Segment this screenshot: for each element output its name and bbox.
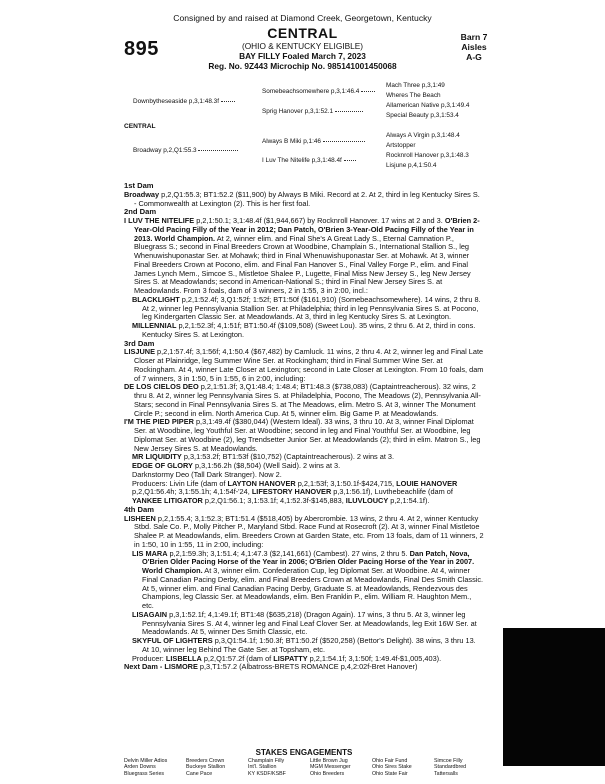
stakes-column — [186, 758, 248, 777]
third-dam-heading: 3rd Dam — [124, 338, 155, 348]
stakes-item: MGM Messenger — [310, 764, 351, 771]
producer-text: p,2,1:54.1f). — [388, 496, 430, 505]
stakes-item: Ohio Breeders — [310, 770, 345, 777]
eligibility: (OHIO & KENTUCKY ELIGIBLE) — [241, 41, 364, 51]
stakes-item: Cane Pace — [186, 770, 213, 777]
produce-name: MILLENNIAL — [132, 321, 177, 330]
pedigree-connector — [335, 111, 363, 112]
produce-text: p,3,1:56.2h ($8,504) (Well Said). 2 wins at 3. — [192, 461, 341, 470]
pedigree-connector — [361, 91, 375, 92]
pedigree-dam — [133, 147, 238, 154]
horse-name: CENTRAL — [267, 25, 338, 41]
fourth-dam-paragraph — [124, 515, 484, 550]
page-edge-tab — [503, 628, 605, 766]
produce-text: p,3,1:52.1f; 4,1:49.1f; BT1:48 ($635,218) (Dragon Again). 17 wins, 3 thru 5. At 3, winner leg Pennsylvania Sires S. At 4, winner leg and Final Leaf Clover Ser. at Meadowlands, leg Exit 16W Ser. at Meadowlands. At 5, winner Des Smith Classic, etc. — [142, 609, 477, 637]
pedigree-sire-sire — [262, 88, 375, 95]
stakes-title: STAKES ENGAGEMENTS — [255, 748, 353, 757]
produce-award: Dan Patch, Nova, O'Brien Older Pacing Horse of the Year in 2006; O'Brien Older Pacing Horse of the Year in 2007. World Champion. — [142, 548, 475, 575]
first-dam-paragraph — [124, 191, 484, 209]
stakes-column — [124, 758, 186, 777]
next-dam — [124, 663, 484, 672]
third-dam-produce — [124, 383, 484, 418]
stakes-item: Simcoe Filly — [434, 758, 463, 764]
produce-text: p,2,1:52.3f; 4,1:51f; BT1:50.4f ($109,508) (Sweet Lou). 35 wins, 2 thru 6. At 2, third in cons. Kentucky Sires S. at Lexington. — [142, 321, 476, 339]
pedigree-connector — [323, 141, 365, 142]
produce-text: p,3,1:49.4f ($380,044) (Western Ideal). 33 wins, 3 thru 10. At 3, winner Final Diplomat Ser. at Woodbine, leg Youthful Ser. at Woodbine; second in leg and Final Youthful Ser. at Woodbine, leg Diplomat Ser. at Woodbine (2), leg Trendsetter Junior Ser. at Meadowlands (2); third in elim. Matron S., leg New Jersey Sires S. at Meadowlands. — [134, 417, 481, 453]
produce-text: p,2,1:51.3f; 3,Q1:48.4; 1:48.4; BT1:48.3 ($738,083) (Captaintreacherous). 32 wins, 2 thru 8. At 2, winner leg Pennsylvania Sires S. at Philadelphia, Pocono, The Meadows (2), Pennsylvania All-Stars; second in Final Pennsylvania Sires S. at The Meadows, elim. Metro S. At 3, winner The Monument Circle P.; second in elim. North America Cup. At 5, winner elim. Big Game P. at Meadowlands. — [134, 382, 481, 418]
produce-name: BLACKLIGHT — [132, 294, 180, 304]
pedigree-sd-sire: Allamerican Native p,3,1:49.4 — [386, 102, 470, 109]
producer-text: p,2,Q1:57.2f (dam of — [201, 653, 274, 663]
third-dam-producers — [124, 480, 484, 506]
producer-offspring: LAYTON HANOVER — [227, 478, 296, 488]
second-dam-produce — [124, 296, 484, 322]
produce-name: I'M THE PIED PIPER — [124, 417, 194, 427]
second-dam-text-a: p,2,1:50.1; 3,1:48.4f ($1,944,667) by Rocknroll Hanover. 17 wins at 2 and 3. — [194, 216, 445, 225]
produce-text: p,3,Q1:54.1f; 1:50.3f; BT1:50.2f ($520,258) (Bettor's Delight). 38 wins, 3 thru 13. At 10, winner leg Behind The Gate Ser. at Topsham, etc. — [142, 636, 476, 654]
pedigree-sire — [133, 98, 235, 105]
pedigree-sd-dam: Special Beauty p,3,1:53.4 — [386, 112, 459, 119]
second-dam-name: I LUV THE NITELIFE — [124, 216, 195, 225]
fourth-dam-name: LISHEEN — [124, 513, 156, 523]
pedigree-sire-dam-text: Sprig Hanover p,3,1:52.1 — [262, 108, 334, 115]
stakes-item: Ohio Fair Fund — [372, 758, 408, 764]
first-dam-name: Broadway — [124, 189, 160, 199]
stakes-item: Arden Downs — [124, 764, 156, 771]
second-dam-award: O'Brien 2-Year-Old Pacing Filly of the Year in 2012; Dan Patch, O'Brien 3-Year-Old Pacing Filly of the Year in 2013. World Champion. — [134, 216, 480, 243]
registration-line: Reg. No. 9Z443 Microchip No. 985141001450068 — [208, 61, 397, 71]
first-dam-heading: 1st Dam — [124, 181, 154, 190]
stakes-item: Champlain Filly — [248, 758, 285, 764]
producer-offspring: LIFESTORY HANOVER — [251, 487, 332, 497]
produce-name: MR LIQUIDITY — [132, 452, 182, 462]
producer-name: LISBELLA — [165, 653, 202, 663]
stakes-item: Standardbred — [434, 764, 467, 771]
produce-name: DE LOS CIELOS DEO — [124, 382, 199, 392]
pedigree-dam-sire-text: Always B Miki p,1:46 — [262, 138, 321, 145]
stakes-item: Delvin Miller Adios — [124, 758, 168, 764]
pedigree-ds-sire: Always A Virgin p,3,1:48.4 — [386, 132, 460, 139]
second-dam-paragraph — [124, 217, 484, 296]
producer-offspring: ILUVLOUCY — [345, 496, 389, 505]
stakes-column — [310, 758, 372, 777]
fourth-dam-heading: 4th Dam — [124, 504, 154, 514]
third-dam-name: LISJUNE — [124, 347, 156, 357]
stakes-item: Little Brown Jug — [310, 758, 348, 764]
stakes-item: Breeders Crown — [186, 758, 225, 764]
producer-text: p,2,1:53f; 3,1:50.1f-$424,715, — [295, 478, 397, 488]
pedigree-connector — [344, 160, 356, 161]
pedigree-ss-dam: Wheres The Beach — [386, 92, 441, 99]
producer-text: p,3,1:56.1f), Luvthebeachlife (dam of — [331, 487, 453, 497]
stakes-column — [434, 758, 496, 777]
third-dam-text: p,2,1:57.4f; 3,1:56f; 4,1:50.4 ($67,482) by Camluck. 11 wins, 2 thru 4. At 2, winner leg and Final Late Closer at Plainridge, leg Summer Wine Ser. at Rockingham; third in Final Summer Wine Ser. at Rockingham. At 4, winner Late Closer at Lexington; second in Late Closer at Lexington. From 10 foals, dam of 7 winners, 3 in 1:50, 5 in 1:55, 6 in 2:00, including: — [134, 347, 484, 383]
produce-name: EDGE OF GLORY — [132, 461, 193, 470]
fourth-dam-text: p,2,1:55.4; 3,1:52.3; BT1:51.4 ($518,405) by Abercrombie. 13 wins, 2 thru 4. At 2, winner Kentucky Stbd. Sale Co. P., Molly Pitcher P., Maryland Stbd. Race Fund at Rosecroft (2). At 3, winner Final Mistletoe Shalee P. at Meadowlands, elim. Breeders Crown at Garden State, etc. From 13 foals, dam of 11 winners, 2 in 1:50, 10 in 1:55, 11 in 2:00, including: — [134, 513, 484, 549]
producer-text: p,2,Q1:56.1; 3,1:53.1f; 4,1:52.3f-$145,883, — [202, 496, 346, 505]
stakes-item: Buckeye Stallion — [186, 764, 226, 771]
producer-text: p,2,Q1:56.4h; 3,1:55.1h; 4,1:54f-'24, — [132, 487, 252, 497]
stakes-item: Int'l. Stallion — [248, 764, 277, 771]
stakes-item: Tattersalls — [434, 770, 458, 777]
produce-name: LISAGAIN — [132, 609, 168, 619]
third-dam-produce — [124, 418, 484, 453]
header-center — [150, 26, 455, 71]
pedigree-sire-dam — [262, 108, 363, 115]
next-dam-text: p,3,T1:57.2 (Albatross-BRETS ROMANCE p,4,2:02f-Bret Hanover) — [197, 662, 418, 672]
second-dam-heading: 2nd Dam — [124, 207, 157, 217]
first-dam-text: p,2,Q1:55.3; BT1:52.2 ($11,900) by Always B Miki. Record at 2. At 2, third in leg Kentucky Sires S. - Commonwealth at Lexington (2). This is her first foal. — [134, 189, 480, 208]
stakes-item: KY KSDF/KSBF — [248, 770, 286, 777]
fourth-dam-produce — [124, 611, 484, 637]
second-dam-produce — [124, 322, 484, 340]
producer-text: p,2,1:54.1f; 3,1:50f; 1:49.4f-$1,005,403). — [307, 653, 442, 663]
produce-text: p,3,1:53.2f; BT1:53f ($10,752) (Captaintreacherous). 2 wins at 3. — [181, 452, 395, 462]
pedigree-ss-sire: Mach Three p,3,1:49 — [386, 82, 445, 89]
pedigree-dam-dam — [262, 157, 356, 164]
pedigree-ds-dam: Artstopper — [386, 142, 416, 149]
producer-offspring: LOUIE HANOVER — [396, 478, 458, 488]
stakes-item: Ohio Sires Stake — [372, 764, 412, 771]
produce-text: At 3, winner elim. Confederation Cup, leg Diplomat Ser. at Woodbine. At 4, winner Final Canadian Pacing Derby, elim. and Final Breeders Crown at Meadowlands, Final Des Smith Classic. At 5, winner elim. and Final Canadian Pacing Derby, Graduate S. at Meadowlands, Rendezvous des Champions, leg Classic Ser. at Meadowlands, elim. Ben Franklin P., elim. William R. Haughton Mem., etc. — [142, 566, 484, 610]
pedigree-subject: CENTRAL — [124, 123, 156, 130]
aisles-label: Aisles — [461, 42, 487, 52]
pedigree-connector — [221, 101, 235, 102]
pedigree-dd-dam: Lisjune p,4,1:50.4 — [386, 162, 437, 169]
producers-label: Producers: Livin Life (dam of — [132, 478, 228, 488]
pedigree-dam-dam-text: I Luv The Nitelife p,3,1:48.4f — [262, 157, 342, 164]
catalog-body — [124, 182, 484, 672]
pedigree-sire-sire-text: Somebeachsomewhere p,3,1:46.4 — [262, 88, 360, 95]
fourth-dam-produce — [124, 637, 484, 655]
pedigree-dam-sire — [262, 138, 365, 145]
next-dam-label: Next Dam - — [124, 662, 165, 672]
next-dam-name: LISMORE — [164, 662, 198, 672]
third-dam-paragraph — [124, 348, 484, 383]
hip-number: 895 — [124, 38, 159, 60]
produce-text: p,2,1:52.4f; 3,Q1:52f; 1:52f; BT1:50f ($161,910) (Somebeachsomewhere). 14 wins, 2 thru 8. At 2, winner leg Pennsylvania Stallion Ser. at Philadelphia; third in leg Pennsylvania Sires S. at Pocono, leg Kindergarten Classic Ser. at Meadowlands. At 3, third in leg Kentucky Sires S. at Lexington. — [142, 294, 481, 322]
pedigree-sire-text: Downbytheseaside p,3,1:48.3f — [133, 98, 219, 105]
fourth-dam-produce — [124, 550, 484, 611]
stakes-column — [372, 758, 434, 777]
produce-text: p,2,1:59.3h; 3,1:51.4; 4,1:47.3 ($2,141,661) (Cambest). 27 wins, 2 thru 5. — [167, 548, 410, 558]
pedigree-dd-sire: Rocknroll Hanover p,3,1:48.3 — [386, 152, 469, 159]
stakes-item: Bluegrass Series — [124, 770, 165, 777]
consignment-line: Consigned by and raised at Diamond Creek, Georgetown, Kentucky — [173, 13, 432, 23]
producer-offspring: LISPATTY — [273, 653, 308, 663]
aisle-range: A-G — [466, 52, 482, 62]
stakes-column — [248, 758, 310, 777]
third-dam-unraced: Darknstormy Deo (Tall Dark Stranger). Now 2. — [132, 469, 282, 479]
second-dam-text-b: At 2, winner elim. and Final She's A Great Lady S., Eternal Camnation P., Bluegrass S.; second in Final Breeders Crown at Woodbine, Champlain S., International Stallion S., leg Whenuwishuponastar Ser. at Mohawk; third in Final Whenuwishuponastar Ser. at Mohawk. At 3, winner Final Breeders Crown at Pocono, elim. and Final Fan Hanover S., Final Valley Forge P., elim. and Final James Lynch Mem., Simcoe S., Mistletoe Shalee P., Lugette, Final Miss New Jersey S., leg New Jersey Sires S. at Meadowlands; second in American-National S.; third in Final New Jersey Sires S. at Meadowlands. From 3 foals, dam of 3 winners, 2 in 1:55, 3 in 2:00, incl.: — [134, 233, 471, 295]
stakes-item: Ohio State Fair — [372, 770, 408, 777]
produce-name: LIS MARA — [132, 548, 168, 558]
barn-location — [457, 32, 491, 62]
pedigree-dam-text: Broadway p,2,Q1:55.3 — [133, 147, 197, 154]
pedigree-connector — [198, 150, 238, 151]
producer-label: Producer: — [132, 653, 166, 663]
stakes-grid — [124, 758, 496, 777]
foaled-line: BAY FILLY Foaled March 7, 2023 — [239, 51, 366, 61]
barn-label: Barn 7 — [460, 32, 488, 42]
producer-offspring: YANKEE LITIGATOR — [132, 496, 203, 505]
produce-name: SKYFUL OF LIGHTERS — [132, 636, 213, 645]
